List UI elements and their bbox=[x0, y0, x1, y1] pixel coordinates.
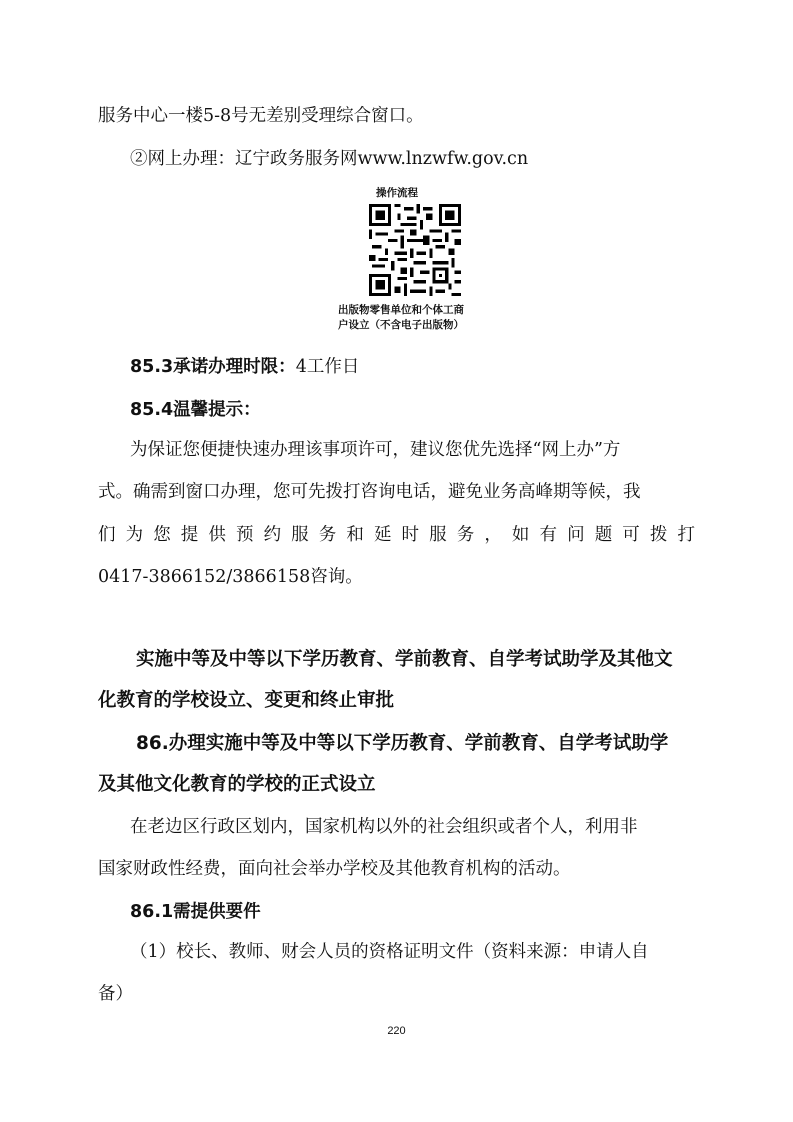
label-86-1: 86.1需提供要件 bbox=[130, 902, 261, 922]
paragraph-line: 国家财政性经费，面向社会举办学校及其他教育机构的活动。 bbox=[98, 859, 571, 879]
paragraph-line: 式。确需到窗口办理，您可先拨打咨询电话，避免业务高峰期等候，我 bbox=[98, 482, 641, 502]
section-title: 化教育的学校设立、变更和终止审批 bbox=[98, 690, 395, 711]
list-item: （1）校长、教师、财会人员的资格证明文件（资料来源：申请人自 bbox=[130, 942, 649, 962]
qr-code-image bbox=[369, 204, 461, 296]
label-85-3: 85.3承诺办理时限： bbox=[130, 357, 296, 377]
qr-caption: 户设立（不含电子出版物） bbox=[338, 319, 464, 331]
paragraph-line: 们为您提供预约服务和延时服务，如有问题可拨打 bbox=[98, 525, 695, 545]
section-85-3 bbox=[130, 355, 359, 379]
paragraph-line: 0417-3866152/3866158咨询。 bbox=[98, 567, 363, 587]
section-title: 实施中等及中等以下学历教育、学前教育、自学考试助学及其他文 bbox=[136, 649, 673, 670]
page-number: 220 bbox=[387, 1025, 406, 1037]
label-85-4: 85.4温馨提示： bbox=[130, 400, 261, 420]
value-85-3: 4工作日 bbox=[295, 357, 360, 377]
text-line: ②网上办理：辽宁政务服务网www.lnzwfw.gov.cn bbox=[130, 149, 529, 169]
qr-caption: 出版物零售单位和个体工商 bbox=[338, 304, 464, 316]
qr-title: 操作流程 bbox=[376, 187, 418, 199]
text-line: 服务中心一楼5-8号无差别受理综合窗口。 bbox=[98, 106, 424, 126]
qr-code-block bbox=[338, 186, 488, 336]
paragraph-line: 为保证您便捷快速办理该事项许可，建议您优先选择“网上办”方 bbox=[130, 440, 621, 460]
item-86-title: 及其他文化教育的学校的正式设立 bbox=[98, 774, 376, 795]
paragraph-line: 在老边区行政区划内，国家机构以外的社会组织或者个人，利用非 bbox=[130, 817, 638, 837]
list-item: 备） bbox=[98, 984, 133, 1004]
item-86-title: 86.办理实施中等及中等以下学历教育、学前教育、自学考试助学 bbox=[136, 733, 669, 754]
